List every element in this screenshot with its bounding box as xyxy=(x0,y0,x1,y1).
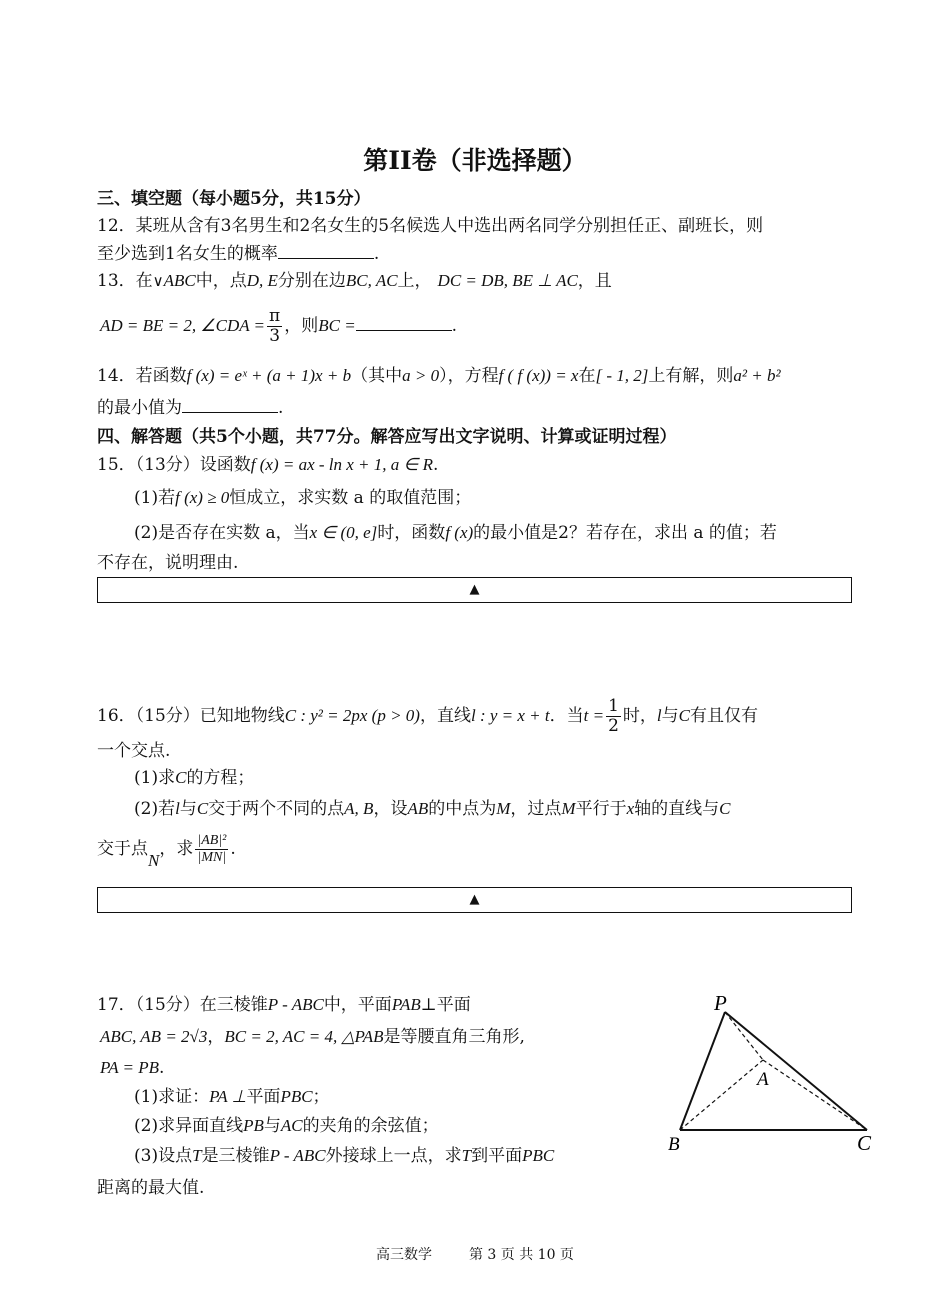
q17-pyramid: P - ABC xyxy=(267,995,324,1014)
q16-text: 时， xyxy=(622,706,657,726)
q16-text: ，设 xyxy=(373,799,408,819)
q16-points: A, B xyxy=(344,799,374,818)
q16-t: t = xyxy=(583,706,605,725)
pyramid-figure xyxy=(660,990,890,1160)
q13-text: 13．在 xyxy=(97,271,153,291)
q16-line: l : y = x + t xyxy=(470,706,550,725)
q16-l: l xyxy=(656,706,662,725)
question-15-part2-line2: 不存在，说明理由. xyxy=(97,553,239,573)
q16-text: 交于两个不同的点 xyxy=(208,799,345,819)
q16-text: 的中点为 xyxy=(428,799,497,819)
question-12-text: 至少选到1名女生的概率 xyxy=(97,244,278,264)
q16-text: ，求 xyxy=(159,839,194,859)
q16-M: M xyxy=(561,799,576,818)
q16-text: 平行于 xyxy=(575,799,627,819)
question-14-line2: 的最小值为 . xyxy=(97,398,284,418)
q14-text: 14．若函数 xyxy=(97,366,187,386)
q17-given: BC = 2, AC = 4, △PAB xyxy=(224,1027,384,1046)
q15-function: f (x) = ax - ln x + 1, a ∈ R xyxy=(250,455,433,474)
label-C: C xyxy=(857,1131,872,1155)
q16-text: (1)求 xyxy=(134,768,176,788)
q15-text: (2)是否存在实数 a，当 xyxy=(134,523,310,543)
q17-text: ； xyxy=(312,1087,330,1107)
question-16-part2 xyxy=(134,799,730,819)
q15-text: 恒成立，求实数 a 的取值范围； xyxy=(229,488,472,508)
q17-text: (3)设点 xyxy=(134,1146,193,1166)
question-13-line2: AD = BE = 2, ∠CDA = $\frac{\pi}{3}$ ，则BC = . xyxy=(100,306,458,346)
q17-text: 外接球上一点，求 xyxy=(325,1146,462,1166)
q16-text: 的方程； xyxy=(186,768,255,788)
answer-blank xyxy=(278,244,374,259)
q17-math: PB xyxy=(243,1116,264,1135)
q15-interval: x ∈ (0, e] xyxy=(309,523,378,542)
q13-text: 上， xyxy=(397,271,432,291)
q15-inequality: f (x) ≥ 0 xyxy=(175,488,230,507)
page-title: 第II卷（非选择题） xyxy=(363,146,587,175)
q14-interval: [ - 1, 2] xyxy=(595,366,649,385)
question-12-line1: 12．某班从含有3名男生和2名女生的5名候选人中选出两名同学分别担任正、副班长，则 xyxy=(97,216,764,236)
q14-text: 上有解，则 xyxy=(648,366,734,386)
q15-text: (1)若 xyxy=(134,488,176,508)
q17-text: 到平面 xyxy=(471,1146,523,1166)
q13-text: ，且 xyxy=(577,271,612,291)
question-16-part2-line2: 交于点N，求 $\frac{\text{|AB|²}}{|MN|}$ . xyxy=(97,833,236,870)
question-17-part3 xyxy=(134,1146,554,1166)
edge-PA xyxy=(725,1012,763,1060)
q17-text: (1)求证： xyxy=(134,1087,210,1107)
q17-math: AC xyxy=(280,1116,303,1135)
q14-text: 在 xyxy=(578,366,596,386)
q17-plane: PAB xyxy=(391,995,421,1014)
question-12-line2: 至少选到1名女生的概率 . xyxy=(97,244,380,264)
q16-C: C xyxy=(175,768,187,787)
footer-page: 第 3 页 共 10 页 xyxy=(468,1247,574,1263)
q13-sides: BC, AC xyxy=(345,271,398,290)
footer-subject: 高三数学 xyxy=(376,1247,433,1263)
fraction-ab-over-mn: $\frac{\text{|AB|²}}{|MN|}$ xyxy=(197,833,227,865)
q16-text: 轴的直线与 xyxy=(634,799,720,819)
fraction-one-half: $\frac{1}{2}$ xyxy=(608,696,619,736)
q17-text: 的夹角的余弦值； xyxy=(302,1116,439,1136)
question-15-part1 xyxy=(134,488,471,508)
q16-text: 交于点 xyxy=(97,839,148,859)
question-17-line3: PA = PB. xyxy=(100,1058,165,1078)
question-15-part2 xyxy=(134,523,777,543)
q15-text: 15．（13分）设函数 xyxy=(97,455,251,475)
q13-given: AD = BE = 2, ∠CDA = xyxy=(100,316,266,335)
edge-AC xyxy=(763,1060,867,1130)
section-heading-solutions: 四、解答题（共5个小题，共77分。解答应写出文字说明、计算或证明过程） xyxy=(97,427,677,447)
q13-text: 中，点 xyxy=(195,271,247,291)
q17-math: PBC xyxy=(280,1087,313,1106)
q17-text: 中，平面 xyxy=(323,995,392,1015)
q17-math: T xyxy=(461,1146,472,1165)
q13-text: ，则 xyxy=(284,316,319,336)
question-17-line2 xyxy=(100,1027,525,1047)
q13-condition: DC = DB, BE ⊥ AC xyxy=(437,271,578,290)
q17-text: 与 xyxy=(263,1116,281,1136)
q14-text: ），方程 xyxy=(439,366,499,386)
q16-text: ，过点 xyxy=(510,799,562,819)
q14-equation: f ( f (x)) = x xyxy=(498,366,579,385)
q14-function: f (x) = eˣ + (a + 1)x + b xyxy=(186,366,352,385)
q13-points: D, E xyxy=(246,271,278,290)
label-B: B xyxy=(668,1134,680,1155)
q16-x: x xyxy=(626,799,635,818)
question-13-line1: 13．在∨ABC中，点D, E分别在边BC, AC上， DC = DB, BE ⊥ AC，且 xyxy=(97,271,612,291)
q14-condition: a > 0 xyxy=(402,366,440,385)
answer-blank xyxy=(356,316,452,331)
q17-text: ， xyxy=(207,1027,225,1047)
q17-math: PA ⊥ xyxy=(209,1087,247,1106)
q16-C: C xyxy=(719,799,731,818)
q17-text: (2)求异面直线 xyxy=(134,1116,244,1136)
q16-N: N xyxy=(148,851,160,870)
q16-l: l xyxy=(175,799,180,818)
q17-text: 是等腰直角三角形, xyxy=(383,1027,525,1047)
question-17-part2 xyxy=(134,1116,439,1136)
q16-text: 16．（15分）已知地物线 xyxy=(97,706,285,726)
q13-target: BC = xyxy=(318,316,356,335)
q16-text: (2)若 xyxy=(134,799,176,819)
q17-math: T xyxy=(192,1146,202,1165)
q16-M: M xyxy=(496,799,511,818)
section-heading-fill-in: 三、填空题（每小题5分，共15分） xyxy=(97,189,371,209)
question-15-line1: 15．（13分）设函数f (x) = ax - ln x + 1, a ∈ R. xyxy=(97,455,439,475)
edge-PB xyxy=(680,1012,725,1130)
question-16-line2: 一个交点. xyxy=(97,741,171,761)
answer-box-16[interactable]: ▲ xyxy=(97,887,852,913)
question-16-part1 xyxy=(134,768,254,788)
q16-text: ，直线 xyxy=(419,706,471,726)
label-A: A xyxy=(757,1069,769,1090)
question-17-part3-line2: 距离的最大值. xyxy=(97,1178,205,1198)
q16-text: 有且仅有 xyxy=(689,706,758,726)
answer-box-15[interactable]: ▲ xyxy=(97,577,852,603)
q14-text: 的最小值为 xyxy=(97,398,182,418)
fraction-pi-over-3: $\frac{\pi}{3}$ xyxy=(269,306,281,346)
q13-text: 分别在边 xyxy=(277,271,346,291)
q16-text: ．当 xyxy=(549,706,584,726)
question-16-line1 xyxy=(97,698,758,735)
page-footer xyxy=(0,1247,950,1264)
q17-given: ABC, AB = 2√3 xyxy=(100,1027,208,1046)
q17-text: 是三棱锥 xyxy=(201,1146,270,1166)
question-17-line1 xyxy=(97,995,471,1015)
q16-C: C xyxy=(196,799,209,818)
answer-blank xyxy=(182,398,278,413)
q13-triangle: ABC xyxy=(163,271,196,290)
q17-text: 17．（15分）在三棱锥 xyxy=(97,995,268,1015)
q16-C: C xyxy=(678,706,690,725)
q17-math: PBC xyxy=(522,1146,555,1165)
q16-segment: AB xyxy=(407,799,429,818)
q17-given: PA = PB xyxy=(100,1058,160,1077)
q16-parabola: C : y² = 2px (p > 0) xyxy=(284,706,420,725)
q17-text: 平面 xyxy=(246,1087,281,1107)
edge-PC xyxy=(725,1012,867,1130)
q14-expression: a² + b² xyxy=(733,366,781,385)
q15-function-ref: f (x) xyxy=(445,523,474,542)
question-14-line1 xyxy=(97,366,781,386)
question-17-part1 xyxy=(134,1087,330,1107)
label-P: P xyxy=(714,991,727,1015)
q17-text: ⊥平面 xyxy=(420,995,471,1015)
q17-math: P - ABC xyxy=(269,1146,326,1165)
q16-text: 与 xyxy=(661,706,679,726)
q16-text: 与 xyxy=(179,799,197,819)
q15-text: 的最小值是2？若存在，求出 a 的值；若 xyxy=(473,523,777,543)
q15-text: 时，函数 xyxy=(377,523,446,543)
q14-text: （其中 xyxy=(351,366,403,386)
